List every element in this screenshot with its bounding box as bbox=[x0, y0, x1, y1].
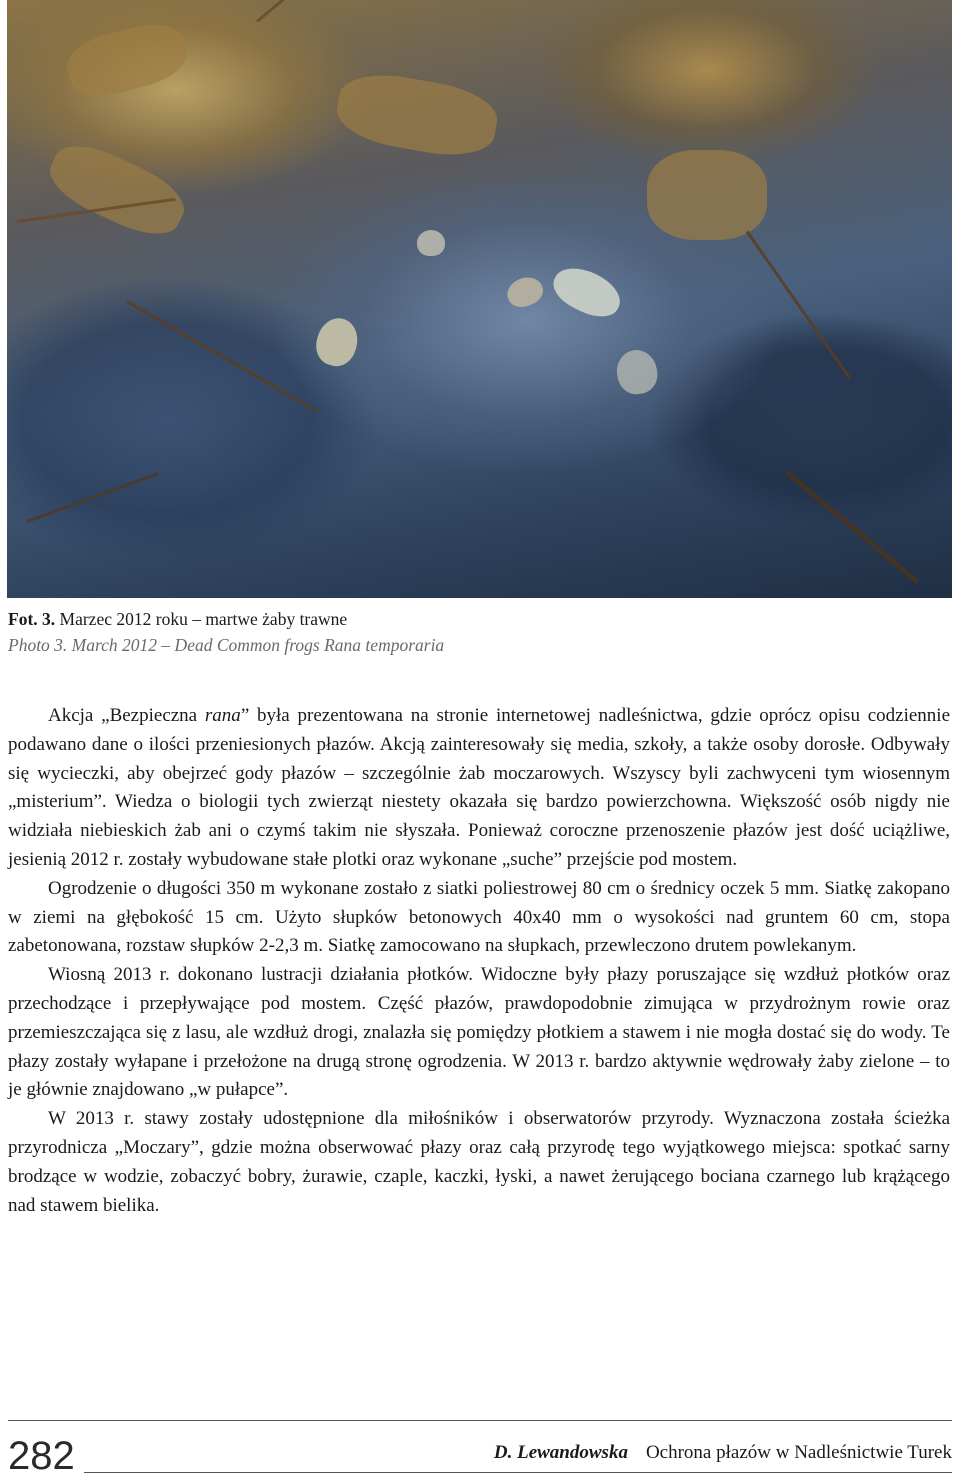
photo-twig bbox=[26, 472, 159, 523]
figure-caption bbox=[8, 606, 444, 658]
footer-underline bbox=[84, 1472, 952, 1473]
photo-frog bbox=[503, 273, 546, 312]
photo-frog bbox=[547, 259, 627, 325]
photo-frog bbox=[613, 347, 660, 397]
page-number: 282 bbox=[8, 1434, 75, 1478]
photo-twig bbox=[256, 0, 350, 23]
photo-leaf-litter bbox=[41, 133, 193, 247]
article-body bbox=[8, 702, 950, 1220]
caption-text: Marzec 2012 roku – martwe żaby trawne bbox=[59, 609, 348, 629]
paragraph: Ogrodzenie o długości 350 m wykonane zostało z siatki poliestrowej 80 cm o średnicy oczek 5 mm. Siatkę zakopano w ziemi na głębokość 15 cm. Użyto słupków betonowych 40x40 mm o wysokości nad gruntem 60 cm, stopa zabetonowana, rozstaw słupków 2-2,3 m. Siatkę zamocowano na słupkach, przewleczono drutem powlekanym. bbox=[8, 877, 950, 957]
italic-term: rana bbox=[204, 705, 241, 726]
caption-label: Fot. 3. bbox=[8, 609, 56, 629]
photo-leaf-litter bbox=[61, 15, 192, 104]
photo-dead-frogs bbox=[7, 0, 952, 598]
photo-frog bbox=[417, 230, 445, 256]
caption-english: Photo 3. March 2012 – Dead Common frogs Rana temporaria bbox=[8, 635, 445, 655]
footer-title: Ochrona płazów w Nadleśnictwie Turek bbox=[645, 1442, 952, 1463]
caption-polish bbox=[8, 606, 444, 632]
photo-twig bbox=[785, 471, 918, 584]
photo-twig bbox=[746, 231, 852, 380]
paragraph: Akcja „Bezpieczna rana” była prezentowana na stronie internetowej nadleśnictwa, gdzie oprócz opisu codziennie podawano dane o ilości przeniesionych płazów. Akcją zainteresowały się media, szkoły, a także osoby dorosłe. Odbywały się wycieczki, aby obejrzeć gody płazów – szczególnie żab moczarowych. Wszyscy byli zachwyceni tym wiosennym „misterium”. Wiedza o biologii tych zwierząt niestety okazała się bardzo powierzchowna. Większość osób nigdy nie widziała niebieskich żab ani o czymś takim nie słyszała. Ponieważ coroczne przenoszenie płazów jest dość uciążliwe, jesienią 2012 r. zostały wybudowane stałe plotki oraz wykonane „suche” przejście pod mostem. bbox=[8, 705, 951, 870]
paragraph: Wiosną 2013 r. dokonano lustracji działania płotków. Widoczne były płazy poruszające się wzdłuż płotków oraz przechodzące i przepływające pod mostem. Część płazów, prawdopodobnie zimująca w przydrożnym rowie oraz przemieszczająca się z lasu, ale wzdłuż drogi, znalazła się pomiędzy płotkiem a stawem i nie mogła dostać się do wody. Te płazy zostały wyłapane i przełożone na drugą stronę ogrodzenia. W 2013 r. bardzo aktywnie wędrowały żaby zielone – to je głównie znajdowano „w pułapce”. bbox=[8, 964, 950, 1101]
photo-twig bbox=[126, 300, 318, 413]
photo-leaf-litter bbox=[332, 67, 502, 164]
running-footer bbox=[494, 1440, 952, 1466]
footer-author: D. Lewandowska bbox=[493, 1442, 628, 1463]
footer-divider bbox=[8, 1420, 952, 1421]
paragraph: W 2013 r. stawy zostały udostępnione dla miłośników i obserwatorów przyrody. Wyznaczona została ścieżka przyrodnicza „Moczary”, gdzie można obserwować płazy oraz całą przyrodę tego wyjątkowego miejsca: spotkać sarny brodzące w wodzie, zobaczyć bobry, żurawie, czaple, kaczki, łyski, a nawet żerującego bociana czarnego lub krążącego nad stawem bielika. bbox=[8, 1108, 950, 1216]
photo-leaf-litter bbox=[647, 150, 767, 240]
photo-frog bbox=[311, 314, 362, 371]
